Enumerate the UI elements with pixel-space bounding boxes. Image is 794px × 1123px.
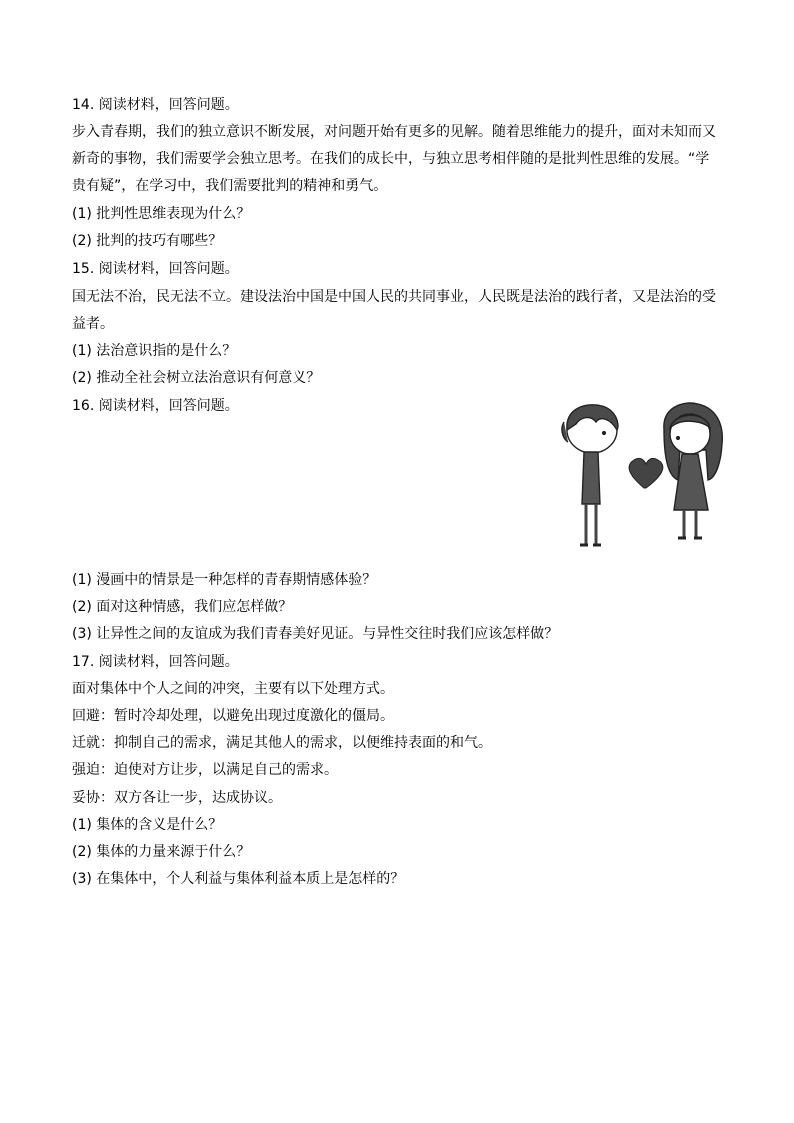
q14-subquestion-1: (1) 批判性思维表现为什么？	[72, 206, 251, 222]
q17-title: 17. 阅读材料，回答问题。	[72, 654, 239, 670]
q15-title: 15. 阅读材料，回答问题。	[72, 261, 239, 277]
q17-method-accommodate: 迁就：抑制自己的需求，满足其他人的需求，以便维持表面的和气。	[72, 735, 492, 751]
couple-heart-cartoon	[556, 400, 732, 550]
q14-subquestion-2: (2) 批判的技巧有哪些？	[72, 233, 223, 249]
q15-subquestion-2: (2) 推动全社会树立法治意识有何意义？	[72, 370, 321, 386]
q15-material-line: 益者。	[72, 316, 114, 332]
q17-method-force: 强迫：迫使对方让步，以满足自己的需求。	[72, 762, 338, 778]
heart-shape	[629, 458, 663, 488]
q17-subquestion-3: (3) 在集体中，个人利益与集体利益本质上是怎样的？	[72, 871, 405, 887]
q15-material-line: 国无法不治，民无法不立。建设法治中国是中国人民的共同事业，人民既是法治的践行者，又是法治的受	[72, 289, 716, 305]
q17-subquestion-1: (1) 集体的含义是什么？	[72, 817, 223, 833]
girl-figure	[664, 403, 722, 538]
q15-subquestion-1: (1) 法治意识指的是什么？	[72, 343, 237, 359]
q17-intro: 面对集体中个人之间的冲突，主要有以下处理方式。	[72, 681, 394, 697]
q17-method-compromise: 妥协：双方各让一步，达成协议。	[72, 790, 282, 806]
q14-material-line: 贵有疑”，在学习中，我们需要批判的精神和勇气。	[72, 178, 388, 194]
q14-material-line: 步入青春期，我们的独立意识不断发展，对问题开始有更多的见解。随着思维能力的提升，面对未知而又	[72, 124, 716, 140]
q17-method-avoid: 回避：暂时冷却处理，以避免出现过度激化的僵局。	[72, 708, 394, 724]
q16-subquestion-1: (1) 漫画中的情景是一种怎样的青春期情感体验？	[72, 572, 377, 588]
q16-subquestion-2: (2) 面对这种情感，我们应怎样做？	[72, 599, 293, 615]
q17-subquestion-2: (2) 集体的力量来源于什么？	[72, 844, 251, 860]
q14-title: 14. 阅读材料，回答问题。	[72, 97, 239, 113]
q14-material-line: 新奇的事物，我们需要学会独立思考。在我们的成长中，与独立思考相伴随的是批判性思维的发展。“学	[72, 151, 710, 167]
q16-title: 16. 阅读材料，回答问题。	[72, 398, 239, 414]
q16-subquestion-3: (3) 让异性之间的友谊成为我们青春美好见证。与异性交往时我们应该怎样做？	[72, 626, 559, 642]
boy-figure	[562, 405, 618, 545]
